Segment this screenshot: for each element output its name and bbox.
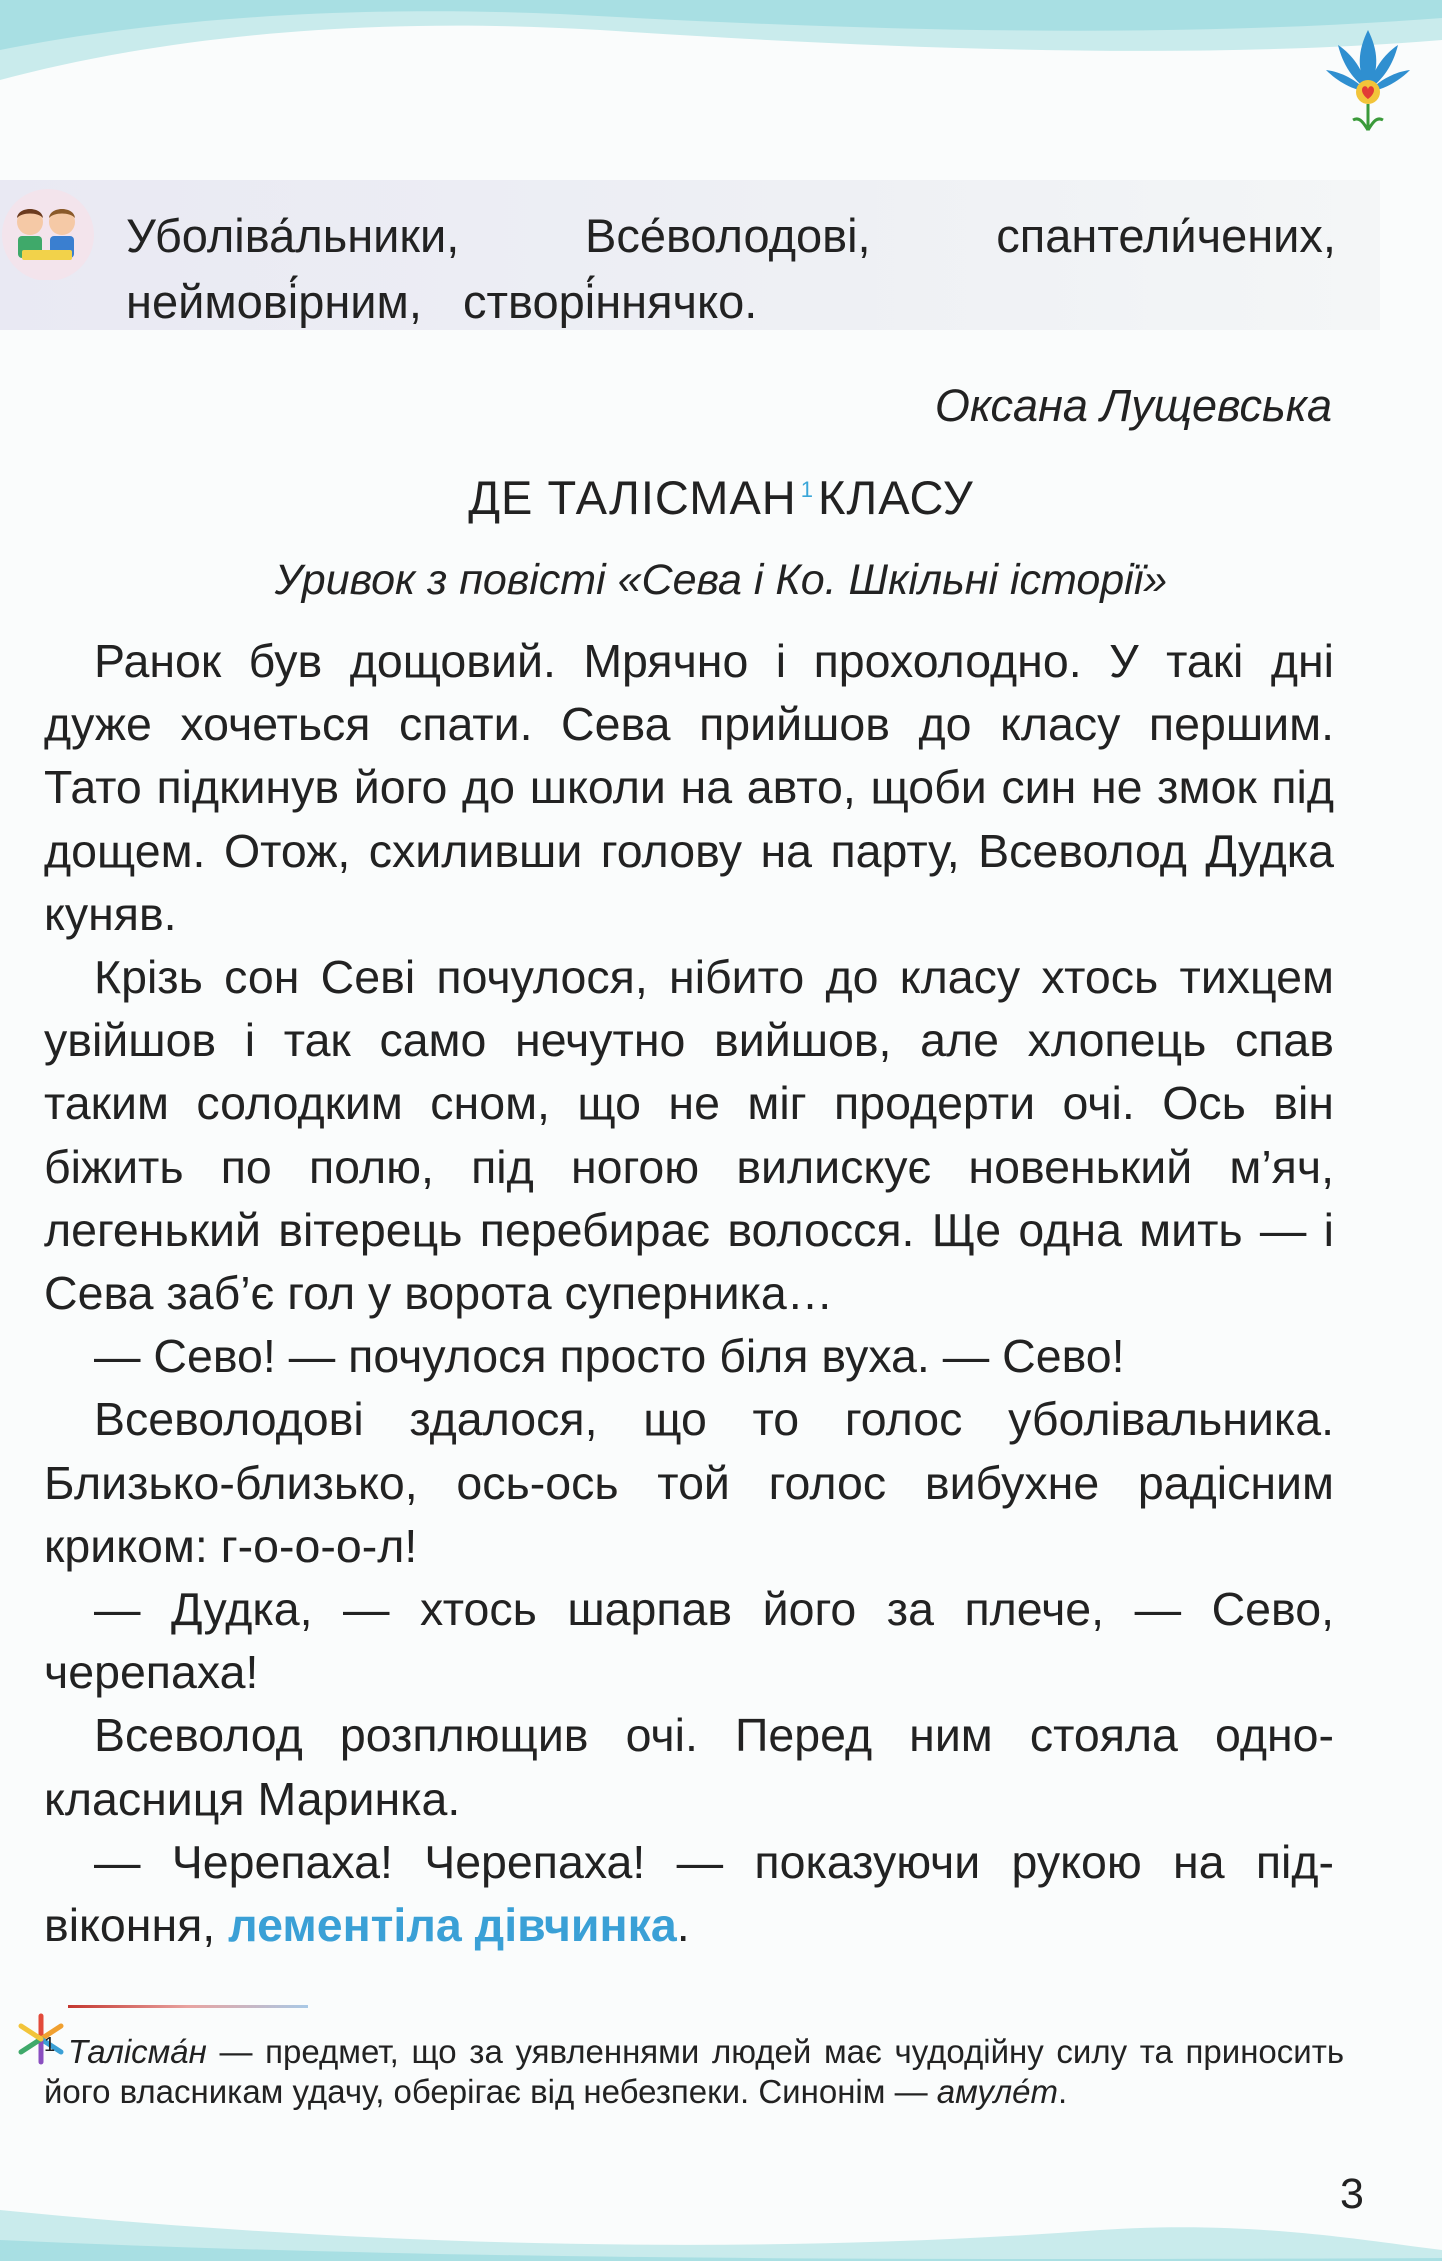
bottom-wave-decoration bbox=[0, 2170, 1442, 2261]
title-text: ДЕ ТАЛІСМАН bbox=[468, 471, 797, 524]
paragraph-text: — Черепаха! Черепаха! — показуючи рукою на підвіконня, bbox=[44, 1835, 1334, 1952]
title-text-end: КЛАСУ bbox=[818, 471, 974, 524]
vocab-word: Уболіва́льники, bbox=[126, 209, 460, 262]
footnote-end: . bbox=[1057, 2073, 1068, 2110]
story-title bbox=[0, 470, 1442, 525]
vocabulary-line-2 bbox=[126, 272, 785, 332]
paragraph: Всеволодові здалося, що то голос уболівальника. Близько-близько, ось-ось той голос вибухне радісним криком: г-о-о-о-л! bbox=[44, 1393, 1334, 1572]
paragraph: Ранок був дощовий. Мрячно і прохолодно. У такі дні дуже хочеться спати. Сева прийшов до класу першим. Тато підкинув його до школи на авто, щоби син не змок під дощем. Отож, схиливши голову на парту, Всеволод Дудка куняв. bbox=[44, 635, 1334, 940]
top-wave-decoration bbox=[0, 0, 1442, 150]
paragraph-last bbox=[44, 1831, 1334, 1957]
story-subtitle: Уривок з повісті «Сева і Ко. Шкільні історії» bbox=[274, 556, 1168, 604]
vocabulary-line-1 bbox=[126, 206, 1336, 266]
story-body bbox=[44, 630, 1334, 1957]
vocab-word: неймові́рним, bbox=[126, 275, 422, 328]
flower-ornament-icon bbox=[1318, 20, 1418, 150]
paragraph-end: . bbox=[676, 1899, 690, 1952]
author-name: Оксана Лущевська bbox=[934, 380, 1332, 431]
footnote-divider bbox=[68, 2005, 308, 2008]
paragraph: Крізь сон Севі почулося, нібито до класу хтось тихцем увійшов і так само нечутно вийшов, але хлопець спав таким солодким сном, що не міг продерти очі. Ось він біжить по полю, під ногою вилискує новенький м’яч, легенький вітерець перебирає волосся. Ще одна мить — і Сева заб’є гол у ворота суперника… bbox=[44, 951, 1334, 1320]
vocab-word: Все́володові, bbox=[584, 209, 871, 262]
paragraph: — Сево! — почулося просто біля вуха. — Сево! bbox=[94, 1330, 1125, 1383]
paragraph: Всеволод розплющив очі. Перед ним стояла однокласниця Маринка. bbox=[44, 1709, 1334, 1825]
footnote-synonym: амуле́т bbox=[936, 2073, 1058, 2110]
footnote-number: 1 bbox=[44, 2034, 56, 2056]
children-reading-icon bbox=[0, 180, 96, 280]
footnote-marker: 1 bbox=[800, 477, 814, 503]
footnote-term: Талісма́н bbox=[67, 2033, 207, 2070]
vocab-word: спантели́чених, bbox=[996, 209, 1336, 262]
vocab-word: створі́ннячко. bbox=[463, 275, 758, 328]
page-number: 3 bbox=[1340, 2170, 1364, 2218]
footnote bbox=[44, 2025, 1344, 2112]
highlighted-phrase: лементіла дівчинка bbox=[228, 1899, 677, 1952]
paragraph: — Дудка, — хтось шарпав його за плече, — Сево, черепаха! bbox=[44, 1583, 1334, 1699]
footnote-text: — предмет, що за уявленнями людей має чудодійну силу та приносить його власникам удачу, оберігає від небезпеки. Синонім — bbox=[44, 2033, 1345, 2110]
